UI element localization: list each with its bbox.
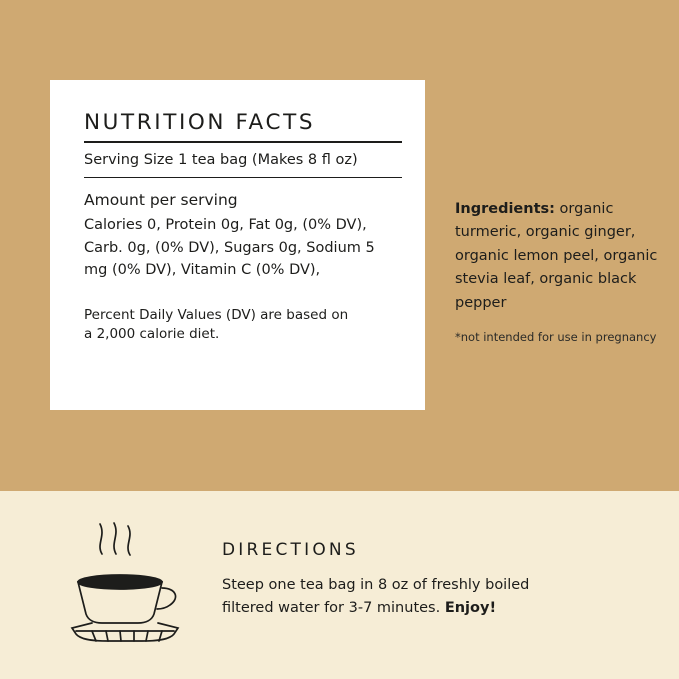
- ingredients-block: [455, 198, 660, 346]
- serving-size-text: Serving Size 1 tea bag (Makes 8 fl oz): [84, 152, 358, 168]
- nutrition-facts-panel: [50, 80, 425, 410]
- ingredients-text: [455, 198, 660, 315]
- directions-instructions: Steep one tea bag in 8 oz of freshly boiled filtered water for 3-7 minutes.: [222, 577, 530, 617]
- teacup-with-steam-icon: [62, 510, 202, 645]
- nutrient-values-text: Calories 0, Protein 0g, Fat 0g, (0% DV), Carb. 0g, (0% DV), Sugars 0g, Sodium 5 mg (0% DV), Vitamin C (0% DV),: [84, 217, 375, 279]
- ingredients-list: organic turmeric, organic ginger, organic lemon peel, organic stevia leaf, organic black pepper: [455, 201, 658, 311]
- directions-enjoy: Enjoy!: [444, 600, 497, 617]
- ingredients-note: *not intended for use in pregnancy: [455, 330, 657, 345]
- directions-body: [222, 574, 582, 620]
- daily-value-footnote: Percent Daily Values (DV) are based on a 2,000 calorie diet.: [84, 306, 349, 343]
- directions-title: DIRECTIONS: [222, 540, 359, 560]
- ingredients-label: Ingredients:: [455, 201, 555, 217]
- nutrition-facts-title: NUTRITION FACTS: [84, 110, 316, 135]
- directions-block: [222, 540, 642, 620]
- amount-per-serving-heading: Amount per serving: [84, 191, 238, 210]
